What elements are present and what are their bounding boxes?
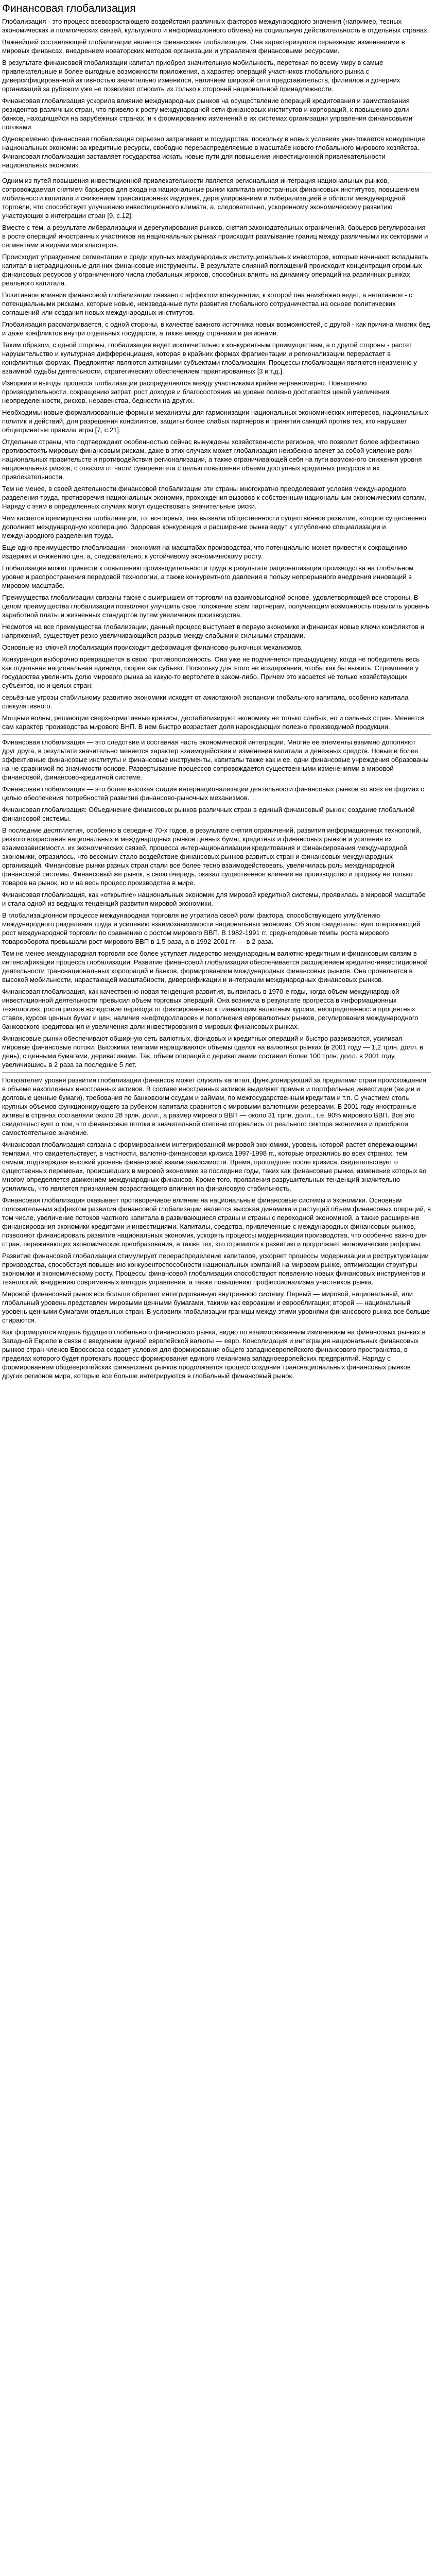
paragraph: Отдельные страны, что подтверждают особенностью сейчас вынуждены хозяйственности регионов, что позволит более эффективно противостоять мировым финансовым рискам, даже в этих случаях может глобализация неизбежно влечет за собой усиление роли национальных правительств и противодействия регионализации, а также ограничивающей себя на пути возможного снижения уровня национальных рисков, с отказом от части суверенитета с целью повышения объема доступных кредитных ресурсов и их привлекательности. bbox=[2, 438, 422, 481]
paragraph: серьёзные угрозы стабильному развитию экономики исходят от ажиотажной экспансии глобального капитала, особенно капитала спекулятивного. bbox=[2, 693, 409, 710]
section-divider bbox=[2, 1072, 431, 1073]
paragraph: В результате финансовой глобализации капитал приобрел значительную мобильность, перетекая по всему миру в самые привлекательные и более выгодные возможности приложения, а характер операций участников глобального рынка с диверсифицированной активностью значительно изменился, наличием широкой сети представительств, филиалов и дочерних организаций за рубежом уже не позволяет относить их только к стороннй национальной принадлежности. bbox=[2, 59, 400, 93]
section bbox=[2, 176, 431, 731]
paragraph: Финансовая глобализация, как «открытие» национальных экономик для мировой кредитной системы, проявилась в мировой масштабе и стала одной из ведущих тенденций развития мировой экономики. bbox=[2, 891, 426, 908]
paragraph: Тем не менее, в своей деятельности финансовой глобализации эти страны многократно преодолевают условия международного разделения труда, противоречия национальных экономик, прохождения вызовов к собственным национальным экономическим связям. Наряду с этим в определенных случаях могут существовать значительные риски. bbox=[2, 485, 427, 511]
page-title: Финансовая глобализация bbox=[2, 3, 136, 14]
paragraph: В последние десятилетия, особенно в середине 70-х годов, в результате снятия ограничений, развития информационных технологий, резкого возрастания национальных и международных рынков ценных бумаг, кредитных и финансовых рынков и усиления их взаимозависимости, их экономических связей, процесса интернационализации кредитования и финансирования международной экономики, отразилось, что весомым стало воздействие финансовых рынков развитых стран и финансовых международных организаций. Финансовые рынки разных стран стали все более тесно взаимодействовать, увеличилась роль международной финансовой системы. Финансовый же рынок, в свою очередь, оказал существенное влияние на производство и продажу не только товаров на рынок, но и на весь процесс производства в мире. bbox=[2, 826, 422, 887]
paragraph: Происходит упразднение сегментации и среди крупных международных институциональных инвесторов, которые начинают вкладывать капитал в нетрадиционные для них финансовые инструменты. В результате слияний поглощений происходит концентрация огромных финансовых ресурсов у ограниченного числа глобальных игроков, способных влиять на динамику операций на различных рынках реального капитала. bbox=[2, 253, 428, 287]
paragraph: Основные из ключей глобализации происходит деформация финансово-рыночных механизмов. bbox=[2, 643, 303, 652]
paragraph: Одновременно финансовая глобализация серьезно затрагивает и государства, поскольку в новых условиях уничтожается конкуренция национальных экономик за кредитные ресурсы, свободно перераспределяемые в масштабе нового глобального мирового хозяйства. Финансовая глобализация заставляет государства искать новые пути для повышения инвестиционной привлекательности национальных экономик. bbox=[2, 135, 425, 170]
paragraph: Необходимы новые формализованные формы и механизмы для гармонизации национальных экономических интересов, национальных политик и действий, для разрешения конфликтов, защиты более слабых партнеров и принятия санкций против тех, кто нарушает общепринятые правила игры [7, с.21]. bbox=[2, 409, 428, 434]
paragraph: В глобализационном процессе международная торговля не утратила своей роли фактора, способствующего углублению международного разделения труда и усилению взаимозависимости национальных экономик. Об этом свидетельствует опережающий рост международной торговли по сравнению с ростом мирового ВВП. В 1982-1991 гг. среднегодовые темпы роста мирового товарооборота превышали рост мирового ВВП в 1,5 раза, а в 1992-2001 гг. — в 2 раза. bbox=[2, 911, 421, 946]
paragraph: Как формируется модель будущего глобального финансового рынка, видно по взаимосвязанным изменениям на финансовых рынках в Западной Европе в связи с введением единой европейской валюты — евро. Консолидация и интеграция национальных финансовых рынков стран-членов Евросоюза создает условия для формирования общего западноевропейского финансового пространства, в пределах которого будет протекать процесс формирования единого механизма западноевропейских предприятий. Наряду с формированием общеевропейских финансовых рынков продолжается процесс создания транснациональных финансовых рынков других регионов мира, которые все больше интегрируются в глобальный финансовый рынок. bbox=[2, 1328, 426, 1380]
paragraph: Таким образом, с одной стороны, глобализация ведет исключительно к конкурентным преимуществам, а с другой стороны - растет нарушительство и культурная дифференциация, которая в крайних формах фрагментации и регионализации перерастает в конфликтных формах. Предприятия являются активными субъектами глобализации. Процессы глобализации являются неизменно у взаимной судьбы деятельности, стратегическим обеспечением гарантированных [3 и т.д.]. bbox=[2, 341, 417, 376]
paragraph: Финансовая глобализация — это более высокая стадия интернационализации деятельности финансовых рынков во всех ее формах с целью обеспечения потребностей развития финансово-рыночных механизмов. bbox=[2, 785, 424, 802]
paragraph: Глобализация - это процесс всевозрастающего воздействия различных факторов международного значения (например, тесных экономических и политических связей, культурного и информационного обмена) на социальную действительность в отдельных странах. bbox=[2, 18, 429, 35]
paragraph: Чем касается преимущества глобализации, то, во-первых, она вызвала общественности существенное развитие, которое существенно дополняет международную кооперацию. Здоровая конкуренция и расширение рынка ведут к углублению специализации и международного разделения труда. bbox=[2, 514, 426, 540]
paragraph: Важнейшей составляющей глобализации является финансовая глобализация. Она характеризуется серьезными изменениями в мировых финансах, внедрением новаторских методов организации и управления финансовыми ресурсами. bbox=[2, 38, 405, 55]
paragraph: Развитие финансовой глобализации стимулирует перераспределение капиталов, ускоряет процессы модернизации и реструктуризации производства, способствуя повышению конкурентоспособности национальных компаний на мировом рынке, оптимизации структуры экономики и экономическому росту. Процессы финансовой глобализации способствуют появлению новых финансовых инструментов и технологий, внедрению современных методов управления, а также повышению профессионализма участников рынка. bbox=[2, 1252, 429, 1286]
paragraph: Финансовая глобализация оказывает противоречивое влияние на национальные финансовые системы и экономики. Основным положительным эффектом развития финансовой глобализации является высокая динамика и растущий объем финансовых операций, в том числе, увеличение потоков частного капитала в развивающиеся страны и страны с переходной экономикой, а также расширение финансирования экономики кредитами и инвестициями. Капиталы, средства, привлеченные с международных финансовых рынков, позволяют финансировать развитие национальных экономик, ускорять процессы модернизации производства, что особенно важно для стран, переживающих экономические преобразования, а также тех, кто стремится к развитию и продолжает экономические реформы. bbox=[2, 1196, 431, 1248]
paragraph: Глобализация может привести к повышению производительности труда в результате рационализации производства на глобальном уровне и распространения передовой технологии, а также конкурентного давления в пользу непрерывного внедрения инноваций в мировом масштабе. bbox=[2, 564, 414, 590]
paragraph: Финансовая глобализация связана с формированием интегрированной мировой экономики, уровень которой растет опережающими темпами, что свидетельствует, в частности, валютно-финансовая кризиса 1997-1998 гг., которые отразились во всех странах, тем самым, подтверждая высокий уровень финансовой взаимозависимости. Время, прошедшее после кризиса, свидетельствует о существенных переменах, происшедших в мировой экономике за последние годы, таких как финансовые рынки, изменение которых во многом определяется движением международных финансов. Кроме того, проявления разрушительных тенденций значительно усилились, что является признанием возрастающего влияния на финансовую стабильность. bbox=[2, 1141, 427, 1193]
paragraph: Мощные волны, решающие сверхнормативные кризисы, дестабилизируют экономику не только слабых, но и сильных стран. Меняется сам характер производства мирового ВНП. В нем быстро возрастает доля нарождающих полезно производимой продукции. bbox=[2, 714, 425, 731]
paragraph: Финансовая глобализация: Объединение финансовых рынков различных стран в единый финансовый рынок; создание глобальной финансовой системы. bbox=[2, 806, 415, 823]
paragraph: Позитивное влияние финансовой глобализации связано с эффектом конкуренции, к которой она неизбежно ведет, а негативное - с потенциальными рисками, которые новые, неизведанные пути развития глобального сотрудничества на основе политических соглашений или создания новых международных институтов. bbox=[2, 291, 412, 317]
paragraph: Несмотря на все преимущества глобализации, данный процесс выступает в первую экономике и финансах новые ключи конфликтов и напряжений, существует резко увеличивающийся разрыв между слабыми и сильными странами. bbox=[2, 623, 424, 640]
paragraph: Еще одно преимущество глобализации - экономия на масштабах производства, что потенциально может привести к сокращению издержек и снижению цен, а, следовательно, к устойчивому экономическому росту. bbox=[2, 544, 407, 561]
section bbox=[2, 738, 431, 1069]
paragraph: Финансовая глобализация — это следствие и составная часть экономической интеграции. Многие ее элементы взаимно дополняют друг друга, в результате значительно меняется характер взаимодействия и изменения капитала и денежных средств. Новые и более эффективные финансовые институты и финансовые инструменты, капиталы также как и ее, одни финансовые учреждения образованы на не сравнимой по значимости основе. Развертывание процессов сопровождается существенными изменениями в мировой финансовой, финансово-кредитной системе. bbox=[2, 738, 429, 782]
section bbox=[2, 1076, 431, 1380]
paragraph: Одним из путей повышения инвестиционной привлекательности является региональная интеграция национальных рынков, сопровождаемая снятием барьеров для входа на национальные рынки капитала иностранных финансовых институтов, повышением мобильности капитала и снижением трансакционных издержек, дерегулированием и либерализацией в области международной торговли, что способствует улучшению инвестиционного климата, а, следовательно, ускоренному экономическому развитию участвующих в интеграции стран [9, с.12]. bbox=[2, 177, 420, 220]
paragraph: Показателем уровня развития глобализации финансов может служить капитал, функционирующий за пределами стран происхождения в объеме накопленных иностранных активов. В составе иностранных активов выделяют прямые и портфельные инвестиции (акции и долговые ценные бумаги), требования по банковским ссудам и займам, по межгосударственным кредитам и т.п. С участием столь крупных объемов функционирующего за рубежом капитала сравнится с мировыми валютными резервами. В 2001 году иностранные активы в странах составляли около 28 трлн. долл., а размер мирового ВВП — около 31 трлн. долл., т.е. 90% мирового ВВП. Все это свидетельствует о том, что финансовые потоки в значительной степени оторвались от реального сектора экономики и приобрели самостоятельное значение. bbox=[2, 1076, 427, 1137]
paragraph: Финансовая глобализация ускорила влияние международных рынков на осуществление операций кредитования и заимствования резидентов различных стран, что привело к росту международной сети финансовых институтов и корпораций, к повышению доли банков, находящейся на зарубежных странах, и к формированию изменений в их системах организации управления финансовыми потоками. bbox=[2, 97, 413, 131]
paragraph: Финансовая глобализация, как качественно новая тенденция развития, выявилась в 1970-е годы, когда объем международной инвестиционной деятельности превысил объем торговых операций. Она возникла в результате прогресса в информационных технологиях, роста рисков вследствие перехода от фиксированных к плавающим валютным курсам, неопределенности процентных ставок, курсов ценных бумаг и цен, наличия «нефтедолларов» и пополнения евровалютных рынков, регулирования международного банковского кредитования и увеличения доли инвестирования в мировых финансовых рынках. bbox=[2, 988, 418, 1031]
paragraph: Тем не менее международная торговля все более уступает лидерство международным валютно-кредитным и финансовым связям в интенсификации процесса глобализации. Развитие финансовой глобализации обеспечивается расширением кредитно-инвестиционной деятельности транснациональных корпораций и банков, формированием международных финансовых рынков. Она проявляется в высокой мобильности, нарастающей масштабности, диверсификации и интеграции международных финансовых рынков. bbox=[2, 950, 428, 984]
paragraph: Мировой финансовый рынок все больше обретает интегрированную внутреннюю систему. Первый — мировой, национальный, или глобальный уровень представлен мировыми ценными бумагами, такими как евроакции и еврооблигации; второй — национальный уровень ценными бумагами отдельных стран. В условиях глобализации границы между этими уровнями финансового рынка все больше стираются. bbox=[2, 1290, 430, 1325]
section bbox=[2, 17, 431, 170]
paragraph: Вместе с тем, а результате либерализации и дерегулирования рынков, снятия законодательных ограничений, барьеров регулирования в росте операций иностранных участников на национальных рынках происходит размывание границ между различными их секторами и сегментами и видами мои кластеров. bbox=[2, 224, 428, 249]
paragraph: Изворкии и выгоды процесса глобализации распределяются между участниками крайне неравномерно. Повышению производительности, сокращению затрат, рост доходов и благосостояния на уровне полезно достигается ценой увеличения неопределенности, рисков, неравенства, бедности на других. bbox=[2, 379, 390, 405]
paragraph: Конкуренция выборочно превращается в свою противоположность. Она уже не подчиняется предыдущему, когда не победитель весь как отдельная национальная единица, скорее как субъект. Поскольку для этого не воздержания, чтобы как бы выжить. Стремление у государства увеличить долю мирового рынка за какую-то вертолете в каком-либо. Причем это касается не только хозяйствующих субъектов, но и целых стран; bbox=[2, 655, 420, 690]
paragraph: Преимущества глобализации связаны также с выигрышем от торговли на взаимовыгодной основе, удовлетворяющей все стороны. В целом преимущества глобализации позволяют улучшить свое положение всем партнерам, получающим возможность повысить уровень заработной платы и жизненных стандартов путем увеличения производства. bbox=[2, 594, 429, 619]
paragraph: Финансовые рынки обеспечивают обширную сеть валютных, фондовых и кредитных операций и быстро развиваются, усиливая мировые финансовые потоки. Высокими темпами наращиваются объемы сделок на валютных рынках (в 2001 году — 1,2 трлн. долл. в день), с ценными бумагами, деривативами. Так, объем операций с деривативами составил более 100 трлн. долл. в 2001 году, увеличившись в 2 раза за последние 5 лет. bbox=[2, 1035, 424, 1069]
section-divider bbox=[2, 734, 431, 735]
paragraph: Глобализация рассматривается, с одной стороны, в качестве важного источника новых возможностей, с другой - как причина многих бед и даже конфликтов внутри отдельных государств, а также между странами и регионами. bbox=[2, 320, 430, 337]
